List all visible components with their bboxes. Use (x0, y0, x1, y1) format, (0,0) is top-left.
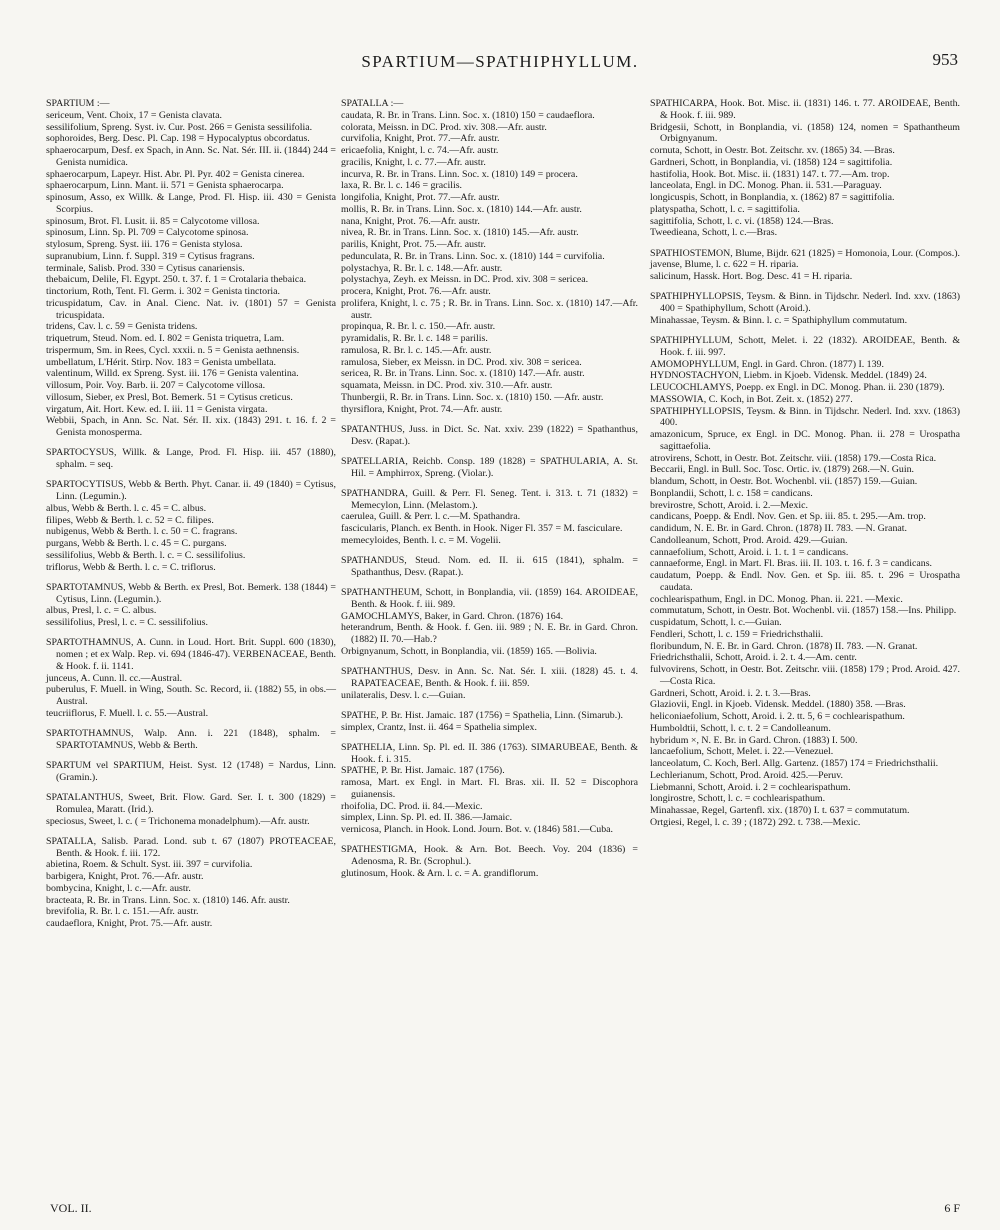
entry: sphaerocarpum, Lapeyr. Hist. Abr. Pl. Pyr. 402 = Genista cinerea. (46, 168, 305, 180)
entry: SPARTOCYSUS, Willk. & Lange, Prod. Fl. Hisp. iii. 457 (1880), sphalm. = seq. (46, 447, 336, 470)
entry: Bonplandii, Schott, l. c. 158 = candicans. (650, 487, 813, 499)
entry: javense, Blume, l. c. 622 = H. riparia. (650, 259, 799, 271)
entry: Minahassae, Regel, Gartenfl. xix. (1870) I. t. 637 = commutatum. (650, 805, 910, 816)
entry: hastifolia, Hook. Bot. Misc. ii. (1831) 147. t. 77.—Am. trop. (650, 168, 890, 180)
entry: spinosum, Brot. Fl. Lusit. ii. 85 = Calycotome villosa. (46, 215, 260, 227)
entry: GAMOCHLAMYS, Baker, in Gard. Chron. (1876) 164. (341, 610, 564, 622)
entry: cannaeforme, Engl. in Mart. Fl. Bras. iii. II. 103. t. 16. f. 3 = candicans. (650, 558, 933, 570)
entry: thebaicum, Delile, Fl. Egypt. 250. t. 37. f. 1 = Crotalaria thebaica. (46, 274, 307, 286)
entry: tridens, Cav. l. c. 59 = Genista tridens. (46, 321, 198, 333)
entry: candicans, Poepp. & Endl. Nov. Gen. et Sp. iii. 85. t. 295.—Am. trop. (650, 511, 926, 523)
entry: triflorus, Webb & Berth. l. c. = C. triflorus. (46, 561, 216, 573)
entry: ramulosa, Sieber, ex Meissn. in DC. Prod. xiv. 308 = sericea. (341, 356, 582, 368)
entry: ramulosa, R. Br. l. c. 145.—Afr. austr. (341, 344, 492, 356)
entry: AMOMOPHYLLUM, Engl. in Gard. Chron. (1877) I. 139. (650, 358, 884, 370)
entry: laxa, R. Br. l. c. 146 = gracilis. (341, 180, 463, 192)
entry: SPARTUM vel SPARTIUM, Heist. Syst. 12 (1748) = Nardus, Linn. (Gramin.). (46, 760, 336, 783)
entry: SPATHIOSTEMON, Blume, Bijdr. 621 (1825) = Homonoia, Lour. (Compos.). (650, 247, 960, 259)
entry: heliconiaefolium, Schott, Aroid. i. 2. tt. 5, 6 = cochlearispathum. (650, 711, 905, 722)
entry: stylosum, Spreng. Syst. iii. 176 = Genista stylosa. (46, 239, 243, 250)
entry: SPATHANDUS, Steud. Nom. ed. II. ii. 615 (1841), sphalm. = Spathanthus, Desv. (Rapat.). (341, 555, 638, 578)
entry: prolifera, Knight, l. c. 75 ; R. Br. in Trans. Linn. Soc. x. (1810) 147.—Afr. austr. (341, 297, 638, 321)
entry: brevirostre, Schott, Aroid. i. 2.—Mexic. (650, 499, 808, 511)
entry: Liebmanni, Schott, Aroid. i. 2 = cochlearispathum. (650, 781, 851, 793)
entry: Beccarii, Engl. in Bull. Soc. Tosc. Ortic. iv. (1879) 268.—N. Guin. (650, 464, 914, 476)
entry: sophoroides, Berg. Desc. Pl. Cap. 198 = Hypocalyptus obcordatus. (46, 133, 310, 145)
entry: HYDNOSTACHYON, Liebm. in Kjoeb. Vidensk. Meddel. (1849) 24. (650, 370, 927, 382)
entry: salicinum, Hassk. Hort. Bog. Desc. 41 = H. riparia. (650, 271, 853, 282)
entry: virgatum, Ait. Hort. Kew. ed. I. iii. 11 = Genista virgata. (46, 403, 268, 415)
entry: sphaerocarpum, Linn. Mant. ii. 571 = Genista sphaerocarpa. (46, 180, 284, 192)
entry: SPARTOTHAMNUS, Walp. Ann. i. 221 (1848), sphalm. = SPARTOTAMNUS, Webb & Berth. (46, 728, 336, 751)
volume-label: VOL. II. (50, 1201, 92, 1215)
entry: SPATHANDRA, Guill. & Perr. Fl. Seneg. Tent. i. 313. t. 71 (1832) = Memecylon, Linn. (Melastom.). (341, 487, 638, 511)
entry: sessilifolius, Webb & Berth. l. c. = C. sessilifolius. (46, 549, 246, 561)
entry: SPATALLA :— (341, 98, 404, 109)
entry: cornuta, Schott, in Oestr. Bot. Zeitschr. xv. (1865) 34. —Bras. (650, 145, 895, 156)
entry: trispermum, Sm. in Rees, Cycl. xxxii. n. 5 = Genista aethnensis. (46, 344, 300, 356)
entry: sessilifolius, Presl, l. c. = C. sessilifolius. (46, 617, 208, 628)
entry: Fendleri, Schott, l. c. 159 = Friedrichsthalii. (650, 628, 824, 640)
entry: SPARTOCYTISUS, Webb & Berth. Phyt. Canar. ii. 49 (1840) = Cytisus, Linn. (Legumin.). (46, 479, 336, 502)
entry: abietina, Roem. & Schult. Syst. iii. 397 = curvifolia. (46, 859, 253, 871)
entry: vernicosa, Planch. in Hook. Lond. Journ. Bot. v. (1846) 581.—Cuba. (341, 824, 613, 835)
entry: Orbignyanum, Schott, in Bonplandia, vii. (1859) 165. —Bolivia. (341, 645, 597, 657)
entry: nubigenus, Webb & Berth. l. c. 50 = C. fragrans. (46, 526, 238, 538)
entry: villosum, Sieber, ex Presl, Bot. Bemerk. 51 = Cytisus creticus. (46, 391, 293, 403)
entry: sphaerocarpum, Desf. ex Spach, in Ann. Sc. Nat. Sér. III. ii. (1844) 244 = Genista numidica. (46, 145, 336, 168)
entry: squamata, Meissn. in DC. Prod. xiv. 310.—Afr. austr. (341, 380, 553, 391)
entry: cuspidatum, Schott, l. c.—Guian. (650, 617, 782, 628)
entry: sericea, R. Br. in Trans. Linn. Soc. x. (1810) 147.—Afr. austr. (341, 368, 585, 380)
entry: Humboldtii, Schott, l. c. t. 2 = Candolleanum. (650, 722, 831, 734)
entry: candidum, N. E. Br. in Gard. Chron. (1878) II. 783. —N. Granat. (650, 523, 907, 534)
entry: thyrsiflora, Knight, Prot. 74.—Afr. austr. (341, 403, 503, 415)
entry: supranubium, Linn. f. Suppl. 319 = Cytisus fragrans. (46, 250, 255, 262)
entry: SPATHE, P. Br. Hist. Jamaic. 187 (1756). (341, 765, 505, 777)
running-title: SPARTIUM—SPATHIPHYLLUM. (361, 52, 639, 71)
entry: floribundum, N. E. Br. in Gard. Chron. (1878) II. 783. —N. Granat. (650, 640, 918, 652)
entry: SPATHANTHUS, Desv. in Ann. Sc. Nat. Sér. I. xiii. (1828) 45. t. 4. RAPATEACEAE, Benth. & Hook. f. iii. 859. (341, 666, 638, 689)
entry: platyspatha, Schott, l. c. = sagittifolia. (650, 203, 800, 215)
signature-mark: 6 F (944, 1201, 960, 1215)
entry: Friedrichsthalii, Schott, Aroid. i. 2. t. 4.—Am. centr. (650, 652, 857, 664)
entry: fascicularis, Planch. ex Benth. in Hook. Niger Fl. 357 = M. fasciculare. (341, 523, 623, 534)
entry: lancaefolium, Schott, Melet. i. 22.—Venezuel. (650, 746, 834, 758)
entry: SPATHICARPA, Hook. Bot. Misc. ii. (1831) 146. t. 77. AROIDEAE, Benth. & Hook. f. iii. 989. (650, 98, 960, 121)
entry: Minahassae, Teysm. & Binn. l. c. = Spathiphyllum commutatum. (650, 314, 908, 326)
entry: SPATHELIA, Linn. Sp. Pl. ed. II. 386 (1763). SIMARUBEAE, Benth. & Hook. f. i. 315. (341, 741, 638, 765)
entry: SPATALLA, Salisb. Parad. Lond. sub t. 67 (1807) PROTEACEAE, Benth. & Hook. f. iii. 172. (46, 835, 336, 859)
entry: tricuspidatum, Cav. in Anal. Cienc. Nat. iv. (1801) 57 = Genista tricuspidata. (46, 297, 336, 321)
entry: SPARTOTAMNUS, Webb & Berth. ex Presl, Bot. Bemerk. 138 (1844) = Cytisus, Linn. (Legumin.). (46, 581, 336, 605)
entry: LEUCOCHLAMYS, Poepp. ex Engl. in DC. Monog. Phan. ii. 230 (1879). (650, 382, 945, 393)
entry: glutinosum, Hook. & Arn. l. c. = A. grandiflorum. (341, 867, 539, 879)
entry: procera, Knight, Prot. 76.—Afr. austr. (341, 286, 491, 297)
column-left (46, 98, 336, 930)
entry: SPATELLARIA, Reichb. Consp. 189 (1828) = SPATHULARIA, A. St. Hil. = Amphirrox, Spreng. (Violar.). (341, 455, 638, 479)
entry: triquetrum, Steud. Nom. ed. I. 802 = Genista triquetra, Lam. (46, 333, 285, 344)
entry: tinctorium, Roth, Tent. Fl. Germ. i. 302 = Genista tinctoria. (46, 286, 280, 297)
entry: sericeum, Vent. Choix, 17 = Genista clavata. (46, 109, 222, 121)
entry: Gardneri, Schott, Aroid. i. 2. t. 3.—Bras. (650, 687, 811, 699)
entry: pyramidalis, R. Br. l. c. 148 = parilis. (341, 333, 488, 344)
column-right (650, 98, 960, 829)
entry: MASSOWIA, C. Koch, in Bot. Zeit. x. (1852) 277. (650, 393, 853, 405)
entry: valentinum, Willd. ex Spreng. Syst. iii. 176 = Genista valentina. (46, 368, 299, 380)
page-number: 953 (932, 50, 958, 69)
entry: spinosum, Linn. Sp. Pl. 709 = Calycotome spinosa. (46, 227, 249, 239)
entry: atrovirens, Schott, in Oestr. Bot. Zeitschr. viii. (1858) 179.—Costa Rica. (650, 452, 937, 464)
entry: nivea, R. Br. in Trans. Linn. Soc. x. (1810) 145.—Afr. austr. (341, 227, 579, 239)
entry: cochlearispathum, Engl. in DC. Monog. Phan. ii. 221. —Mexic. (650, 593, 903, 605)
entry: commutatum, Schott, in Oestr. Bot. Wochenbl. vii. (1857) 158.—Ins. Philipp. (650, 605, 957, 617)
entry: villosum, Poir. Voy. Barb. ii. 207 = Calycotome villosa. (46, 380, 266, 391)
entry: SPARTIUM :— (46, 98, 110, 109)
page-header (0, 52, 1000, 76)
entry: fulvovirens, Schott, in Oestr. Bot. Zeitschr. viii. (1858) 179 ; Prod. Aroid. 427.—Costa Rica. (650, 664, 960, 687)
entry: albus, Webb & Berth. l. c. 45 = C. albus. (46, 502, 207, 514)
entry: umbellatum, L'Hérit. Stirp. Nov. 183 = Genista umbellata. (46, 356, 276, 368)
entry: barbigera, Knight, Prot. 76.—Afr. austr. (46, 871, 204, 882)
entry: SPATHIPHYLLOPSIS, Teysm. & Binn. in Tijdschr. Nederl. Ind. xxv. (1863) 400. (650, 405, 960, 429)
entry: Ortgiesi, Regel, l. c. 39 ; (1872) 292. t. 738.—Mexic. (650, 816, 861, 828)
entry: pedunculata, R. Br. in Trans. Linn. Soc. x. (1810) 144 = curvifolia. (341, 250, 605, 262)
entry: bracteata, R. Br. in Trans. Linn. Soc. x. (1810) 146. Afr. austr. (46, 894, 290, 906)
entry: polystachya, Zeyh. ex Meissn. in DC. Prod. xiv. 308 = sericea. (341, 274, 589, 286)
entry: parilis, Knight, Prot. 75.—Afr. austr. (341, 239, 486, 250)
entry: purgans, Webb & Berth. l. c. 45 = C. purgans. (46, 538, 227, 549)
entry: spinosum, Asso, ex Willk. & Lange, Prod. Fl. Hisp. iii. 430 = Genista Scorpius. (46, 192, 336, 215)
entry: SPATHESTIGMA, Hook. & Arn. Bot. Beech. Voy. 204 (1836) = Adenosma, R. Br. (Scrophul.). (341, 844, 638, 867)
entry: ramosa, Mart. ex Engl. in Mart. Fl. Bras. xii. II. 52 = Discophora guianensis. (341, 777, 638, 800)
column-middle (341, 98, 638, 880)
entry: Gardneri, Schott, in Bonplandia, vi. (1858) 124 = sagittifolia. (650, 156, 893, 168)
entry: propinqua, R. Br. l. c. 150.—Afr. austr. (341, 321, 496, 333)
entry: caudatum, Poepp. & Endl. Nov. Gen. et Sp. iii. 85. t. 296 = Urospatha caudata. (650, 570, 960, 593)
entry: gracilis, Knight, l. c. 77.—Afr. austr. (341, 156, 486, 168)
entry: SPATANTHUS, Juss. in Dict. Sc. Nat. xxiv. 239 (1822) = Spathanthus, Desv. (Rapat.). (341, 423, 638, 447)
entry: longirostre, Schott, l. c. = cochlearispathum. (650, 793, 826, 805)
entry: sagittifolia, Schott, l. c. vi. (1858) 124.—Bras. (650, 215, 834, 227)
entry: unilateralis, Desv. l. c.—Guian. (341, 689, 466, 701)
entry: simplex, Linn. Sp. Pl. ed. II. 386.—Jamaic. (341, 812, 513, 824)
entry: lanceolata, Engl. in DC. Monog. Phan. ii. 531.—Paraguay. (650, 180, 882, 192)
entry: speciosus, Sweet, l. c. ( = Trichonema monadelphum).—Afr. austr. (46, 815, 310, 827)
entry: Thunbergii, R. Br. in Trans. Linn. Soc. x. (1810) 150. —Afr. austr. (341, 391, 604, 403)
entry: hybridum ×, N. E. Br. in Gard. Chron. (1883) I. 500. (650, 734, 858, 746)
entry: blandum, Schott, in Oestr. Bot. Wochenbl. vii. (1857) 159.—Guian. (650, 476, 918, 487)
entry: longifolia, Knight, Prot. 77.—Afr. austr. (341, 192, 500, 203)
entry: cannaefolium, Schott, Aroid. i. 1. t. 1 = candicans. (650, 546, 849, 558)
entry: albus, Presl, l. c. = C. albus. (46, 605, 157, 617)
entry: colorata, Meissn. in DC. Prod. xiv. 308.—Afr. austr. (341, 121, 547, 133)
entry: SPATALANTHUS, Sweet, Brit. Flow. Gard. Ser. I. t. 300 (1829) = Romulea, Maratt. (Irid.). (46, 792, 336, 815)
entry: terminale, Salisb. Prod. 330 = Cytisus canariensis. (46, 262, 245, 274)
entry: rhoifolia, DC. Prod. ii. 84.—Mexic. (341, 800, 483, 812)
entry: mollis, R. Br. in Trans. Linn. Soc. x. (1810) 144.—Afr. austr. (341, 203, 582, 215)
entry: simplex, Crantz, Inst. ii. 464 = Spathelia simplex. (341, 721, 537, 733)
entry: caerulea, Guill. & Perr. l. c.—M. Spathandra. (341, 511, 521, 523)
entry: SPATHANTHEUM, Schott, in Bonplandia, vii. (1859) 164. AROIDEAE, Benth. & Hook. f. iii. 989. (341, 587, 638, 610)
entry: filipes, Webb & Berth. l. c. 52 = C. filipes. (46, 514, 214, 526)
entry: amazonicum, Spruce, ex Engl. in DC. Monog. Phan. ii. 278 = Urospatha sagittaefolia. (650, 429, 960, 452)
entry: SPATHIPHYLLOPSIS, Teysm. & Binn. in Tijdschr. Nederl. Ind. xxv. (1863) 400 = Spathiphyllum, Schott (Aroid.). (650, 291, 960, 314)
entry: SPARTOTHAMNUS, A. Cunn. in Loud. Hort. Brit. Suppl. 600 (1830), nomen ; et ex Walp. Rep. vi. 694 (1846-47). VERBENACEAE, Benth. & Hook. f. ii. 1141. (46, 637, 336, 672)
entry: heterandrum, Benth. & Hook. f. Gen. iii. 989 ; N. E. Br. in Gard. Chron. (1882) II. 70.—Hab.? (341, 622, 638, 645)
entry: Webbii, Spach, in Ann. Sc. Nat. Sér. II. xix. (1843) 291. t. 16. f. 2 = Genista monosperma. (46, 415, 336, 438)
entry: longicuspis, Schott, in Bonplandia, x. (1862) 87 = sagittifolia. (650, 192, 895, 203)
entry: incurva, R. Br. in Trans. Linn. Soc. x. (1810) 149 = procera. (341, 168, 578, 180)
entry: nana, Knight, Prot. 76.—Afr. austr. (341, 215, 480, 227)
entry: SPATHE, P. Br. Hist. Jamaic. 187 (1756) = Spathelia, Linn. (Simarub.). (341, 709, 623, 721)
entry: caudaeflora, Knight, Prot. 75.—Afr. austr. (46, 918, 213, 929)
entry: lanceolatum, C. Koch, Berl. Allg. Gartenz. (1857) 174 = Friedrichsthalii. (650, 758, 939, 769)
entry: memecyloides, Benth. l. c. = M. Vogelii. (341, 534, 501, 546)
entry: Tweedieana, Schott, l. c.—Bras. (650, 227, 778, 239)
entry: caudata, R. Br. in Trans. Linn. Soc. x. (1810) 150 = caudaeflora. (341, 109, 595, 121)
entry: Lechlerianum, Schott, Prod. Aroid. 425.—Peruv. (650, 769, 843, 781)
entry: Glaziovii, Engl. in Kjoeb. Vidensk. Meddel. (1880) 358. —Bras. (650, 699, 906, 711)
entry: polystachya, R. Br. l. c. 148.—Afr. austr. (341, 262, 503, 274)
entry: brevifolia, R. Br. l. c. 151.—Afr. austr. (46, 906, 199, 918)
entry: ericaefolia, Knight, l. c. 74.—Afr. austr. (341, 145, 499, 156)
entry: curvifolia, Knight, Prot. 77.—Afr. austr. (341, 133, 500, 145)
entry: bombycina, Knight, l. c.—Afr. austr. (46, 882, 191, 894)
entry: sessilifolium, Spreng. Syst. iv. Cur. Post. 266 = Genista sessilifolia. (46, 121, 313, 133)
entry: Bridgesii, Schott, in Bonplandia, vi. (1858) 124, nomen = Spathantheum Orbignyanum. (650, 121, 960, 145)
entry: puberulus, F. Muell. in Wing, South. Sc. Record, ii. (1882) 55, in obs.—Austral. (46, 684, 336, 707)
entry: junceus, A. Cunn. ll. cc.—Austral. (46, 672, 183, 684)
entry: SPATHIPHYLLUM, Schott, Melet. i. 22 (1832). AROIDEAE, Benth. & Hook. f. iii. 997. (650, 335, 960, 358)
entry: teucriiflorus, F. Muell. l. c. 55.—Austral. (46, 707, 209, 719)
entry: Candolleanum, Schott, Prod. Aroid. 429.—Guian. (650, 534, 848, 546)
